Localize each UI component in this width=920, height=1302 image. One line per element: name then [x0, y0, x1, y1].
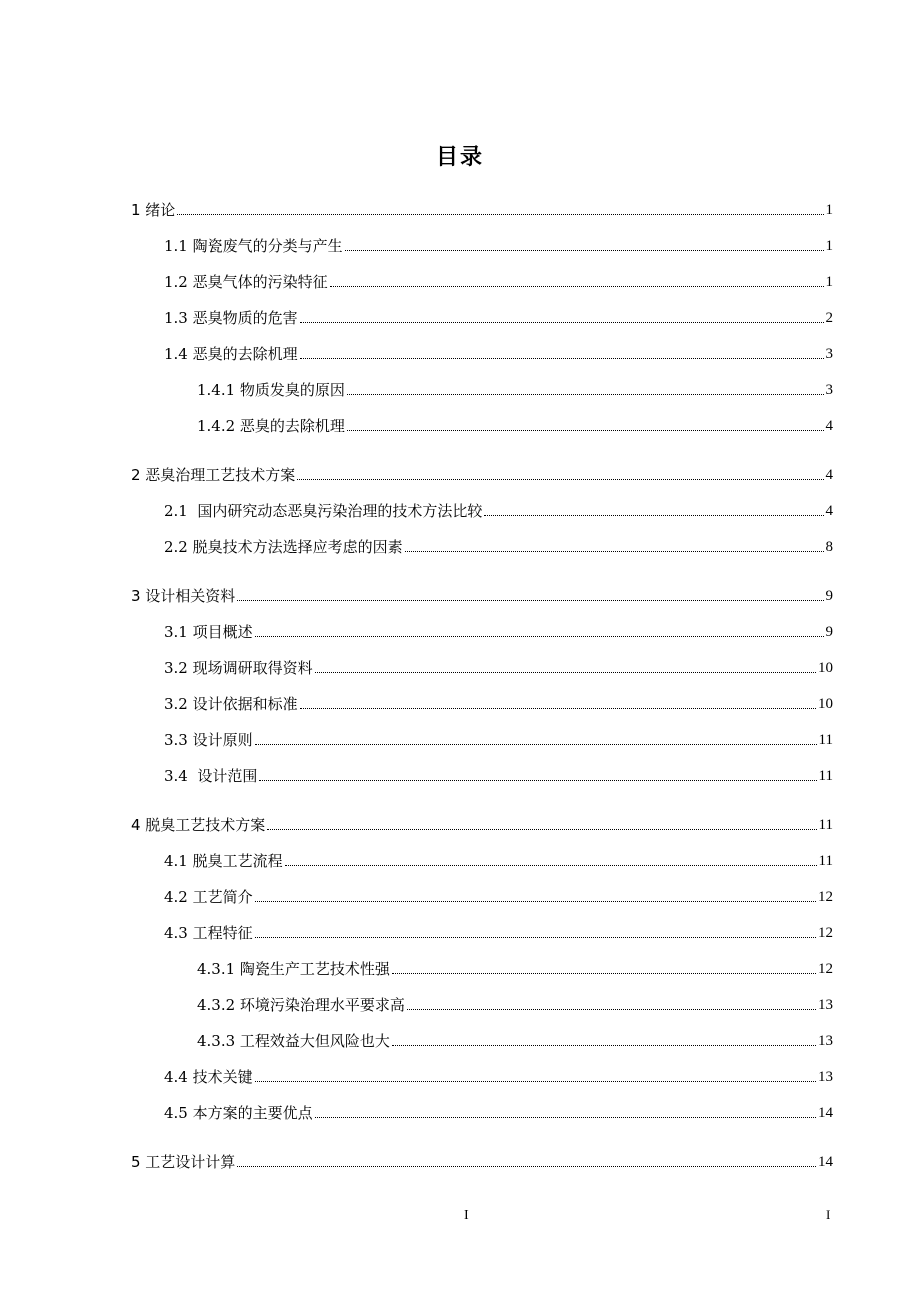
dot-leader: [407, 1009, 816, 1010]
toc-entry-page: 11: [818, 853, 833, 869]
toc-entry-label: 4.4 技术关键: [164, 1068, 253, 1086]
toc-entry-4-3-3[interactable]: [197, 1027, 833, 1051]
dot-leader: [255, 937, 816, 938]
toc-entry-label: 1.4 恶臭的去除机理: [164, 345, 298, 363]
toc-entry-page: 3: [825, 346, 833, 362]
dot-leader: [297, 479, 823, 480]
dot-leader: [392, 973, 816, 974]
dot-leader: [330, 286, 824, 287]
toc-entry-1-4[interactable]: [164, 340, 833, 364]
toc-entry-page: 12: [818, 889, 833, 905]
dot-leader: [255, 744, 817, 745]
toc-entry-page: 1: [825, 238, 833, 254]
toc-entry-label: 3.2 现场调研取得资料: [164, 659, 313, 677]
dot-leader: [267, 829, 816, 830]
toc-entry-page: 9: [825, 588, 833, 604]
toc-entry-page: 1: [825, 274, 833, 290]
dot-leader: [255, 636, 824, 637]
toc-entry-page: 12: [818, 925, 833, 941]
toc-entry-page: 12: [818, 961, 833, 977]
toc-entry-2[interactable]: [131, 461, 833, 485]
toc-entry-1-2[interactable]: [164, 268, 833, 292]
toc-entry-page: 13: [818, 1069, 833, 1085]
dot-leader: [347, 394, 824, 395]
toc-entry-3-4[interactable]: [164, 762, 833, 786]
toc-entry-3-2[interactable]: [164, 654, 833, 678]
toc-entry-3-3[interactable]: [164, 726, 833, 750]
toc-entry-3[interactable]: [131, 582, 833, 606]
dot-leader: [255, 1081, 816, 1082]
toc-entry-4-2[interactable]: [164, 883, 833, 907]
dot-leader: [300, 322, 824, 323]
toc-entry-page: 10: [818, 660, 833, 676]
toc-entry-5[interactable]: [131, 1148, 833, 1172]
toc-entry-label: 1.1 陶瓷废气的分类与产生: [164, 237, 343, 255]
toc-entry-label: 3 设计相关资料: [131, 587, 236, 605]
dot-leader: [237, 1166, 816, 1167]
dot-leader: [347, 430, 824, 431]
toc-entry-1-4-2[interactable]: [197, 412, 833, 436]
toc-entry-4-3[interactable]: [164, 919, 833, 943]
toc-entry-4-3-1[interactable]: [197, 955, 833, 979]
toc-entry-page: 14: [818, 1105, 833, 1121]
dot-leader: [405, 551, 824, 552]
toc-entry-page: 14: [818, 1154, 833, 1170]
toc-entry-label: 4.3.3 工程效益大但风险也大: [197, 1032, 390, 1050]
toc-entry-4[interactable]: [131, 811, 833, 835]
toc-entry-page: 4: [825, 467, 833, 483]
toc-entry-label: 4.3 工程特征: [164, 924, 253, 942]
dot-leader: [300, 708, 816, 709]
toc-entry-label: 4 脱臭工艺技术方案: [131, 816, 266, 834]
toc-entry-3-2b[interactable]: [164, 690, 833, 714]
toc-entry-label: 2 恶臭治理工艺技术方案: [131, 466, 296, 484]
toc-entry-page: 4: [825, 503, 833, 519]
toc-entry-page: 4: [825, 418, 833, 434]
toc-entry-label: 1.2 恶臭气体的污染特征: [164, 273, 328, 291]
toc-entry-3-1[interactable]: [164, 618, 833, 642]
toc-entry-page: 13: [818, 997, 833, 1013]
dot-leader: [237, 600, 823, 601]
toc-entry-label: 2.2 脱臭技术方法选择应考虑的因素: [164, 538, 403, 556]
toc-entry-label: 4.3.2 环境污染治理水平要求高: [197, 996, 405, 1014]
dot-leader: [259, 780, 816, 781]
toc-entry-label: 1 绪论: [131, 201, 176, 219]
toc-entry-label: 3.4 设计范围: [164, 767, 258, 785]
toc-entry-page: 11: [818, 768, 833, 784]
toc-entry-page: 11: [818, 817, 833, 833]
toc-entry-1[interactable]: [131, 196, 833, 220]
dot-leader: [315, 1117, 816, 1118]
toc-entry-label: 4.2 工艺简介: [164, 888, 253, 906]
toc-entry-page: 9: [825, 624, 833, 640]
toc-entry-label: 3.2 设计依据和标准: [164, 695, 298, 713]
toc-entry-label: 3.3 设计原则: [164, 731, 253, 749]
toc-entry-4-5[interactable]: [164, 1099, 833, 1123]
toc-entry-label: 4.1 脱臭工艺流程: [164, 852, 283, 870]
page-number: I: [464, 1208, 469, 1223]
toc-entry-2-1[interactable]: [164, 497, 833, 521]
dot-leader: [315, 672, 816, 673]
toc-entry-label: 1.4.1 物质发臭的原因: [197, 381, 345, 399]
toc-entry-label: 1.4.2 恶臭的去除机理: [197, 417, 345, 435]
toc-entry-label: 5 工艺设计计算: [131, 1153, 236, 1171]
toc-entry-page: 1: [825, 202, 833, 218]
toc-entry-page: 10: [818, 696, 833, 712]
toc-entry-1-3[interactable]: [164, 304, 833, 328]
toc-entry-label: 1.3 恶臭物质的危害: [164, 309, 298, 327]
toc-entry-1-1[interactable]: [164, 232, 833, 256]
toc-entry-4-4[interactable]: [164, 1063, 833, 1087]
dot-leader: [300, 358, 824, 359]
toc-entry-2-2[interactable]: [164, 533, 833, 557]
dot-leader: [285, 865, 817, 866]
toc-entry-page: 13: [818, 1033, 833, 1049]
toc-entry-label: 2.1 国内研究动态恶臭污染治理的技术方法比较: [164, 502, 483, 520]
toc-entry-page: 3: [825, 382, 833, 398]
toc-entry-page: 8: [825, 539, 833, 555]
toc-entry-4-3-2[interactable]: [197, 991, 833, 1015]
dot-leader: [392, 1045, 816, 1046]
dot-leader: [484, 515, 823, 516]
toc-entry-label: 4.5 本方案的主要优点: [164, 1104, 313, 1122]
toc-title: 目录: [435, 145, 484, 170]
dot-leader: [255, 901, 816, 902]
toc-entry-4-1[interactable]: [164, 847, 833, 871]
page-number-right: I: [826, 1207, 831, 1222]
toc-entry-page: 2: [825, 310, 833, 326]
toc-entry-1-4-1[interactable]: [197, 376, 833, 400]
toc-entry-page: 11: [818, 732, 833, 748]
dot-leader: [345, 250, 824, 251]
dot-leader: [177, 214, 823, 215]
toc-entry-label: 3.1 项目概述: [164, 623, 253, 641]
toc-entry-label: 4.3.1 陶瓷生产工艺技术性强: [197, 960, 390, 978]
